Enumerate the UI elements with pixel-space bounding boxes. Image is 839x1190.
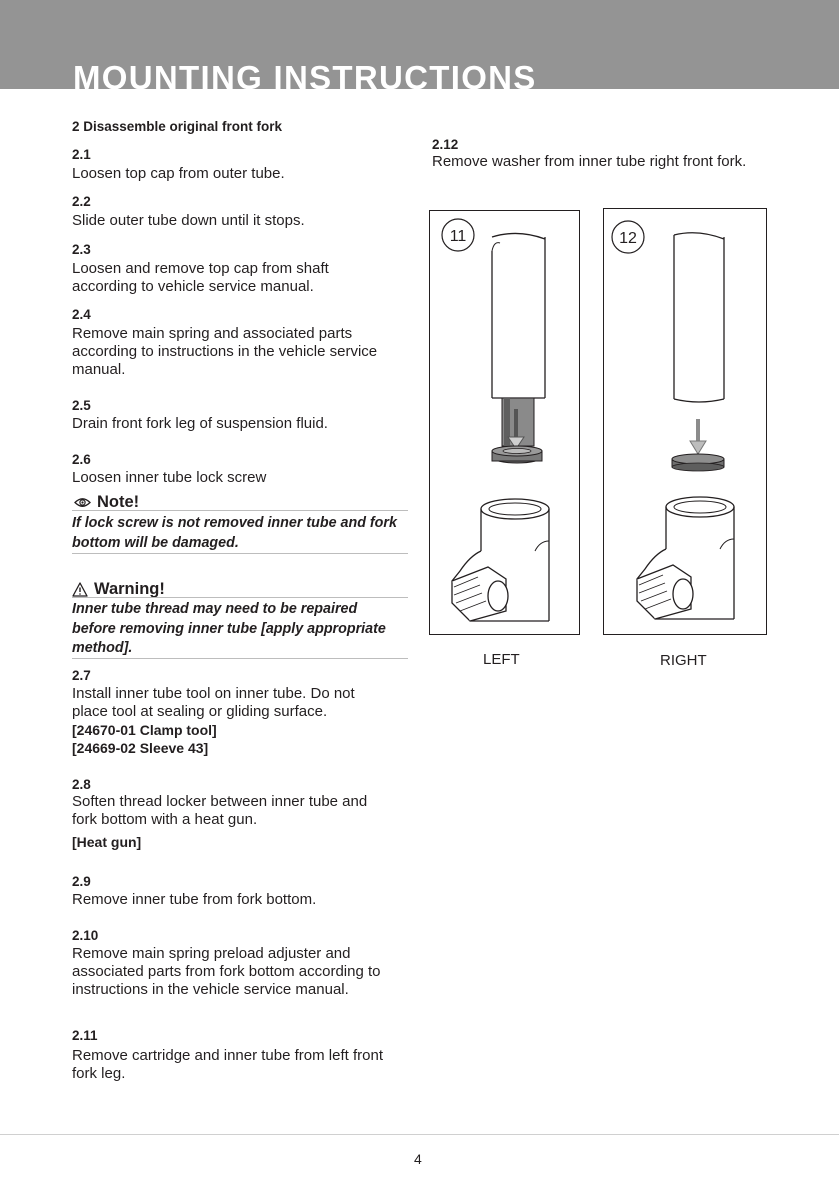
step-number: 2.11 xyxy=(72,1028,98,1043)
step-number: 2.5 xyxy=(72,398,91,413)
step-line: associated parts from fork bottom according to xyxy=(72,963,381,980)
warning-line: before removing inner tube [apply appropriate xyxy=(72,620,386,637)
warning-line: method]. xyxy=(72,640,133,656)
step-line: manual. xyxy=(72,361,126,378)
step-line: according to vehicle service manual. xyxy=(72,278,314,295)
warning-triangle-icon xyxy=(72,582,88,597)
section-title: 2 Disassemble original front fork xyxy=(72,119,283,134)
step-line: fork leg. xyxy=(72,1065,126,1082)
page-title: MOUNTING INSTRUCTIONS xyxy=(73,59,537,89)
step-text xyxy=(72,212,305,230)
figure-caption: RIGHT xyxy=(660,652,707,669)
page-number: 4 xyxy=(414,1151,422,1167)
tool-list xyxy=(72,721,217,757)
divider xyxy=(72,553,408,554)
step-number: 2.2 xyxy=(72,194,91,209)
step-text xyxy=(72,1047,383,1083)
step-line: Remove inner tube from fork bottom. xyxy=(72,891,317,908)
figure-right xyxy=(603,208,767,635)
eye-icon xyxy=(74,497,91,508)
note-line: If lock screw is not removed inner tube and fork xyxy=(72,515,397,531)
step-line: Install inner tube tool on inner tube. Do not xyxy=(72,685,355,702)
tool-item: [24669-02 Sleeve 43] xyxy=(72,740,209,756)
step-line: Loosen and remove top cap from shaft xyxy=(72,260,329,277)
step-text xyxy=(72,469,266,487)
step-line: Soften thread locker between inner tube and xyxy=(72,793,368,810)
step-number: 2.12 xyxy=(432,137,459,152)
step-line: Slide outer tube down until it stops. xyxy=(72,212,305,229)
figure-number: 12 xyxy=(619,230,637,247)
tool-item: [Heat gun] xyxy=(72,834,142,850)
divider xyxy=(72,597,408,598)
step-line: Loosen inner tube lock screw xyxy=(72,469,267,486)
step-line: instructions in the vehicle service manual. xyxy=(72,981,349,998)
step-number: 2.3 xyxy=(72,242,91,257)
page-header xyxy=(0,0,839,89)
step-number: 2.4 xyxy=(72,307,91,322)
warning-line: Inner tube thread may need to be repaired xyxy=(72,601,358,617)
step-line: Loosen top cap from outer tube. xyxy=(72,165,285,182)
footer-divider xyxy=(0,1134,839,1135)
step-line: Remove washer from inner tube right front fork. xyxy=(432,153,747,170)
figure-number: 11 xyxy=(449,228,467,245)
step-text xyxy=(72,793,367,829)
note-text xyxy=(72,514,397,553)
step-text xyxy=(72,260,329,296)
step-line: Remove main spring preload adjuster and xyxy=(72,945,351,962)
divider xyxy=(72,658,408,659)
tool-list xyxy=(72,833,141,851)
fork-right-illustration xyxy=(604,209,766,634)
step-text xyxy=(72,685,355,721)
step-number: 2.9 xyxy=(72,874,91,889)
step-text xyxy=(72,325,377,379)
divider xyxy=(72,510,408,511)
step-line: place tool at sealing or gliding surface. xyxy=(72,703,328,720)
warning-title: Warning! xyxy=(94,580,165,598)
fork-left-illustration xyxy=(430,211,579,634)
step-number: 2.8 xyxy=(72,777,91,792)
step-number: 2.6 xyxy=(72,452,91,467)
warning-text xyxy=(72,600,386,659)
step-line: fork bottom with a heat gun. xyxy=(72,811,258,828)
note-line: bottom will be damaged. xyxy=(72,534,239,551)
step-line: Remove cartridge and inner tube from left front xyxy=(72,1047,383,1064)
step-line: Drain front fork leg of suspension fluid. xyxy=(72,415,328,432)
figure-caption: LEFT xyxy=(483,651,520,668)
step-text xyxy=(72,945,380,999)
note-heading xyxy=(74,493,139,511)
step-number: 2.10 xyxy=(72,928,99,943)
step-number: 2.1 xyxy=(72,147,91,162)
note-title: Note! xyxy=(97,493,140,511)
warning-heading xyxy=(72,580,165,598)
step-line: Remove main spring and associated parts xyxy=(72,325,353,342)
step-number: 2.7 xyxy=(72,668,91,683)
tool-item: [24670-01 Clamp tool] xyxy=(72,722,217,738)
step-text xyxy=(72,415,328,433)
step-line: according to instructions in the vehicle service xyxy=(72,343,378,360)
step-text xyxy=(432,153,746,171)
figure-left xyxy=(429,210,580,635)
step-text xyxy=(72,891,316,909)
step-text xyxy=(72,165,285,183)
